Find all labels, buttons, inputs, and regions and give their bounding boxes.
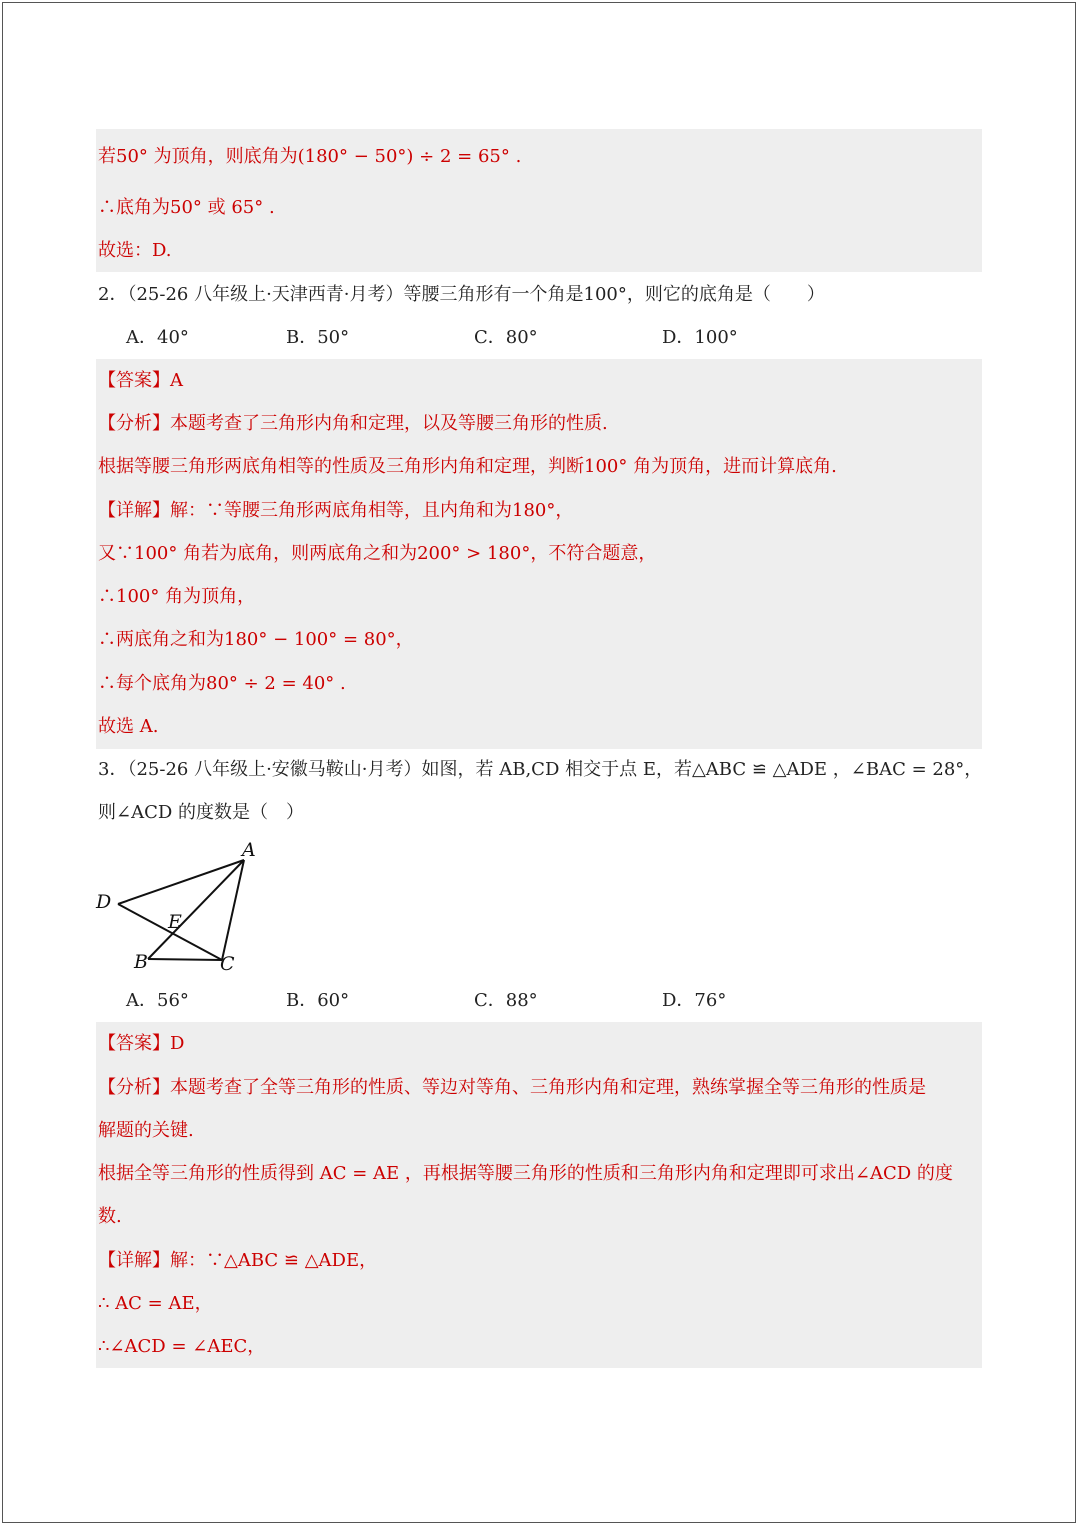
q3-option-d: D．76°: [662, 990, 727, 1011]
q2-detail-3: ∴100° 角为顶角，: [98, 586, 256, 607]
q1-line-2: ∴底角为50° 或 65° .: [98, 197, 275, 218]
q2-analysis: 【分析】本题考查了三角形内角和定理，以及等腰三角形的性质.: [98, 413, 608, 434]
q3-answer: 【答案】D: [98, 1033, 185, 1054]
q2-detail-4: ∴两底角之和为180° − 100° = 80°，: [98, 629, 414, 650]
q3-option-a: A．56°: [126, 990, 189, 1011]
q3-detail-3: ∴∠ACD = ∠AEC，: [98, 1336, 266, 1357]
q2-answer: 【答案】A: [98, 370, 183, 391]
q3-option-b: B．60°: [286, 990, 350, 1011]
q3-analysis-1: 【分析】本题考查了全等三角形的性质、等边对等角、三角形内角和定理，熟练掌握全等三角形的性质是: [98, 1077, 926, 1098]
q2-option-d: D．100°: [662, 327, 738, 348]
q2-detail-5: ∴每个底角为80° ÷ 2 = 40° .: [98, 673, 346, 694]
label-d: D: [96, 891, 112, 913]
q3-stem-2: 则∠ACD 的度数是（ ）: [98, 802, 305, 823]
q3-analysis-4: 数.: [98, 1206, 122, 1227]
triangle-figure: [92, 836, 282, 981]
segment-ab: [148, 860, 244, 959]
q3-stem-1: 3．（25-26 八年级上·安徽马鞍山·月考）如图，若 AB,CD 相交于点 E，若△ABC ≌ △ADE ，∠BAC = 28°，: [98, 759, 983, 780]
segment-bc: [148, 959, 222, 960]
q2-stem: 2．（25-26 八年级上·天津西青·月考）等腰三角形有一个角是100°，则它的底角是（ ）: [98, 284, 825, 305]
label-c: C: [220, 953, 235, 975]
q2-detail-2: 又∵100° 角若为底角，则两底角之和为200° > 180°，不符合题意，: [98, 543, 657, 564]
triangle-diagram: [92, 836, 282, 976]
q2-analysis-2: 根据等腰三角形两底角相等的性质及三角形内角和定理，判断100° 角为顶角，进而计算底角.: [98, 456, 837, 477]
q2-detail-6: 故选 A.: [98, 716, 159, 737]
q2-option-c: C．80°: [474, 327, 538, 348]
q2-option-b: B．50°: [286, 327, 350, 348]
label-a: A: [242, 839, 256, 861]
q1-line-3: 故选：D.: [98, 240, 172, 261]
q1-line-1: 若50° 为顶角，则底角为(180° − 50°) ÷ 2 = 65° .: [98, 146, 522, 167]
segment-ac: [222, 860, 244, 960]
segment-da: [118, 860, 244, 904]
q3-answer-block: [96, 1022, 982, 1368]
q3-option-c: C．88°: [474, 990, 538, 1011]
q2-detail-1: 【详解】解：∵等腰三角形两底角相等，且内角和为180°，: [98, 500, 574, 521]
label-b: B: [134, 951, 148, 973]
q3-analysis-3: 根据全等三角形的性质得到 AC = AE ，再根据等腰三角形的性质和三角形内角和定理即可求出∠ACD 的度: [98, 1163, 953, 1184]
q3-analysis-2: 解题的关键.: [98, 1120, 194, 1141]
label-e: E: [168, 911, 182, 933]
q2-option-a: A．40°: [126, 327, 189, 348]
q3-detail-1: 【详解】解：∵△ABC ≌ △ADE，: [98, 1250, 378, 1271]
q3-detail-2: ∴ AC = AE，: [98, 1293, 213, 1314]
